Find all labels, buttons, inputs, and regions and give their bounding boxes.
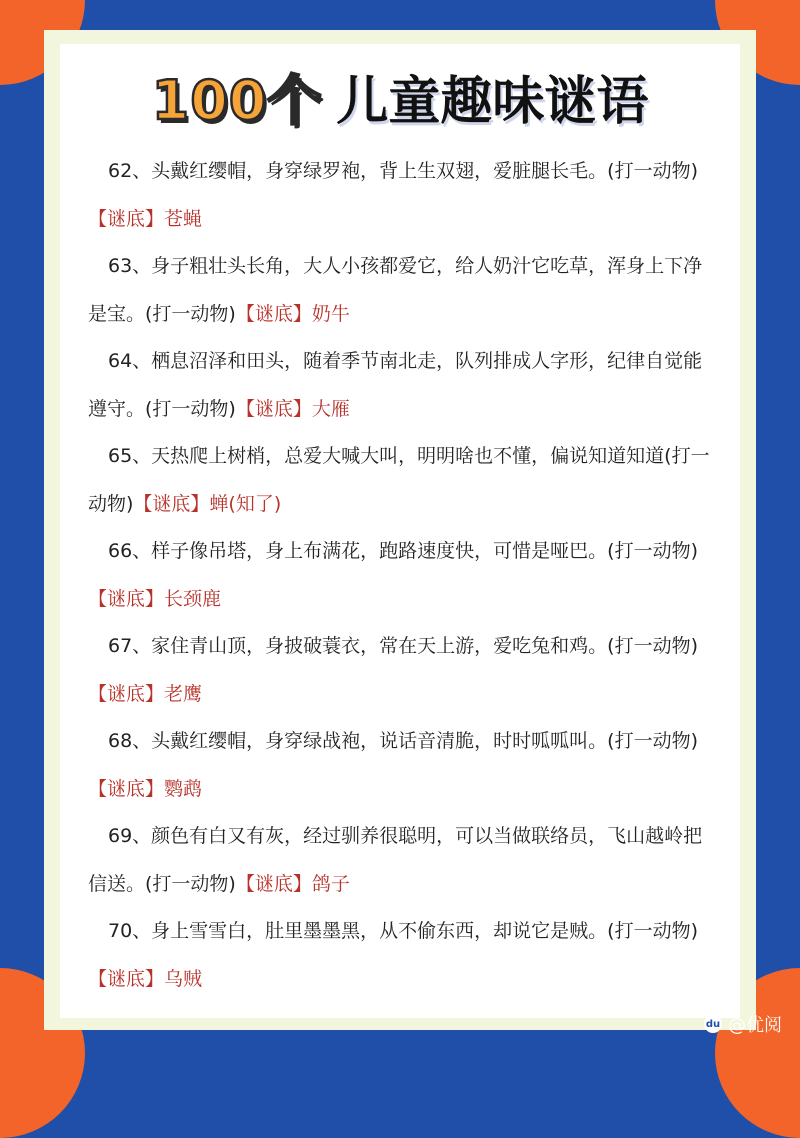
riddle-answer: 【谜底】老鹰 xyxy=(88,682,203,705)
riddle-item xyxy=(88,338,710,433)
riddle-answer: 【谜底】长颈鹿 xyxy=(88,587,222,610)
riddle-question: 64、栖息沼泽和田头，随着季节南北走，队列排成人字形，纪律自觉能遵守。(打一动物) xyxy=(88,350,703,420)
riddle-answer: 【谜底】奶牛 xyxy=(235,302,350,325)
watermark xyxy=(704,1011,782,1037)
riddle-question: 69、颜色有白又有灰，经过驯养很聪明，可以当做联络员，飞山越岭把信送。(打一动物) xyxy=(88,825,703,895)
riddle-answer: 【谜底】大雁 xyxy=(235,397,350,420)
page-title xyxy=(0,58,800,135)
title-number: 100个 xyxy=(151,69,323,132)
title-text: 儿童趣味谜语 xyxy=(336,72,649,132)
riddle-question: 65、天热爬上树梢，总爱大喊大叫，明明啥也不懂，偏说知道知道(打一动物) xyxy=(88,445,710,515)
riddle-question: 63、身子粗壮头长角，大人小孩都爱它，给人奶汁它吃草，浑身上下净是宝。(打一动物) xyxy=(88,255,703,325)
riddle-answer: 【谜底】蝉(知了) xyxy=(133,492,282,515)
riddle-answer: 【谜底】苍蝇 xyxy=(88,207,203,230)
watermark-text: @优阅 xyxy=(728,1015,782,1036)
riddle-answer: 【谜底】鹦鹉 xyxy=(88,777,203,800)
riddle-question: 62、头戴红缨帽，身穿绿罗袍，背上生双翅，爱脏腿长毛。(打一动物) xyxy=(108,160,699,182)
paw-logo-icon: du xyxy=(704,1015,722,1033)
riddle-question: 70、身上雪雪白，肚里墨墨黑，从不偷东西，却说它是贼。(打一动物) xyxy=(108,920,699,942)
riddle-answer: 【谜底】乌贼 xyxy=(88,967,203,990)
riddle-list xyxy=(88,148,710,1003)
riddle-answer: 【谜底】鸽子 xyxy=(235,872,350,895)
riddle-item xyxy=(88,813,710,908)
riddle-item xyxy=(88,148,710,243)
riddle-item xyxy=(88,528,710,623)
riddle-item xyxy=(88,623,710,718)
riddle-item xyxy=(88,243,710,338)
riddle-question: 66、样子像吊塔，身上布满花，跑路速度快，可惜是哑巴。(打一动物) xyxy=(108,540,699,562)
riddle-question: 68、头戴红缨帽，身穿绿战袍，说话音清脆，时时呱呱叫。(打一动物) xyxy=(108,730,699,752)
riddle-question: 67、家住青山顶，身披破蓑衣，常在天上游，爱吃兔和鸡。(打一动物) xyxy=(108,635,699,657)
riddle-item xyxy=(88,908,710,1003)
riddle-item xyxy=(88,433,710,528)
riddle-item xyxy=(88,718,710,813)
